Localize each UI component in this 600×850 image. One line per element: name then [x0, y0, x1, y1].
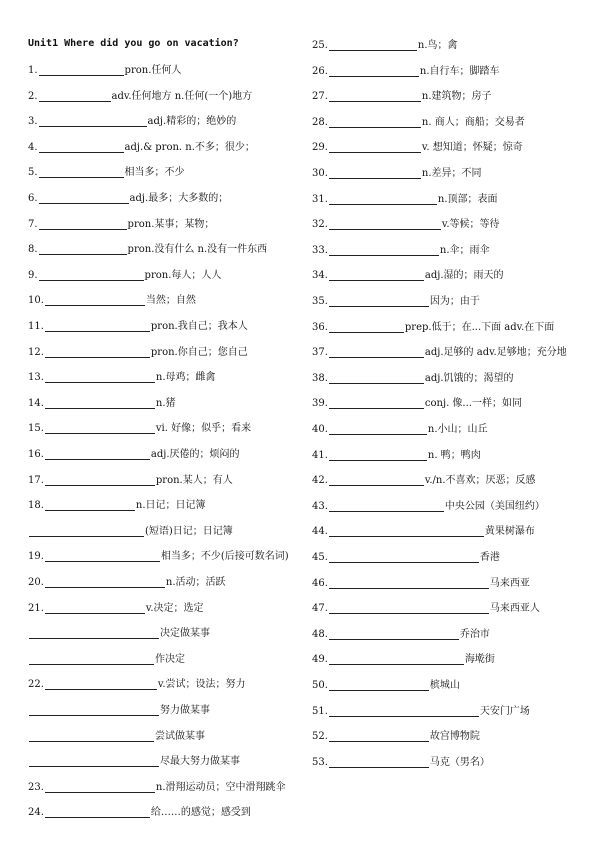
item-number: 3.	[28, 116, 38, 128]
answer-blank[interactable]	[329, 398, 424, 409]
definition-text: 尝试做某事	[155, 730, 205, 742]
answer-blank[interactable]	[29, 731, 154, 742]
answer-blank[interactable]	[45, 372, 155, 383]
answer-blank[interactable]	[45, 500, 135, 511]
definition-text: vi. 好像；似乎；看来	[155, 423, 252, 435]
answer-blank[interactable]	[45, 295, 145, 306]
answer-blank[interactable]	[45, 449, 150, 460]
vocab-row	[28, 115, 236, 129]
answer-blank[interactable]	[329, 219, 441, 230]
answer-blank[interactable]	[45, 603, 145, 614]
answer-blank[interactable]	[39, 270, 144, 281]
definition-text: n.建筑物；房子	[421, 91, 492, 103]
vocab-row	[28, 192, 228, 206]
vocab-row	[312, 705, 530, 719]
answer-blank[interactable]	[45, 423, 155, 434]
vocab-row	[28, 704, 210, 718]
definition-text: pron.任何人	[124, 65, 182, 76]
vocab-row	[312, 730, 480, 744]
vocab-row	[312, 218, 500, 232]
definition-text: 马克（男名）	[429, 756, 490, 768]
item-number: 13.	[28, 372, 44, 384]
answer-blank[interactable]	[29, 628, 159, 639]
item-number: 17.	[28, 474, 44, 486]
vocab-row	[28, 602, 204, 616]
definition-text: pron.我自己；我本人	[150, 321, 248, 332]
vocab-row	[28, 320, 248, 334]
item-number: 2.	[28, 90, 38, 102]
definition-text: pron.每人；人人	[144, 269, 222, 281]
definition-text: 中央公园（美国纽约）	[444, 500, 545, 512]
item-number: 29.	[312, 142, 328, 154]
answer-blank[interactable]	[329, 706, 479, 717]
item-number: 53.	[312, 756, 328, 768]
item-number: 15.	[28, 423, 44, 435]
definition-text: 马来西亚	[489, 577, 530, 589]
item-number: 21.	[28, 602, 44, 614]
answer-blank[interactable]	[39, 193, 129, 204]
answer-blank[interactable]	[329, 66, 419, 77]
answer-blank[interactable]	[39, 91, 111, 102]
answer-blank[interactable]	[29, 654, 154, 665]
answer-blank[interactable]	[329, 91, 421, 102]
definition-text: n.鸟；禽	[417, 40, 458, 51]
vocab-row	[28, 525, 233, 539]
answer-blank[interactable]	[329, 680, 429, 691]
item-number: 11.	[28, 321, 44, 332]
definition-text: n. 鸭；鸭肉	[427, 449, 481, 461]
answer-blank[interactable]	[39, 244, 127, 255]
vocab-row	[312, 423, 488, 437]
vocab-row	[312, 244, 490, 258]
definition-text: pron.某事；某物；	[127, 218, 215, 230]
definition-text: adj.精彩的；绝妙的	[147, 116, 237, 128]
definition-text: v.尝试；设法；努力	[157, 679, 246, 691]
item-number: 49.	[312, 654, 328, 666]
definition-text: 给……的感觉；感受到	[150, 807, 251, 819]
item-number: 7.	[28, 218, 38, 230]
item-number: 25.	[312, 40, 328, 51]
definition-text: 马来西亚人	[489, 603, 540, 615]
vocab-row	[28, 653, 185, 667]
item-number: 36.	[312, 321, 328, 333]
definition-text: adj.& pron. n.不多；很少；	[124, 141, 255, 153]
answer-blank[interactable]	[45, 347, 150, 358]
answer-blank[interactable]	[329, 552, 479, 563]
answer-blank[interactable]	[329, 142, 421, 153]
answer-blank[interactable]	[45, 321, 150, 332]
definition-text: 作决定	[155, 653, 185, 665]
definition-text: adj.厌倦的；烦闷的	[150, 449, 240, 460]
item-number: 16.	[28, 449, 44, 460]
vocab-row	[312, 577, 530, 591]
definition-text: n.母鸡；雌禽	[155, 372, 216, 384]
item-number: 34.	[312, 270, 328, 282]
definition-text: (短语)日记；日记簿	[145, 525, 233, 537]
item-number: 32.	[312, 219, 328, 231]
item-number: 6.	[28, 193, 38, 204]
vocab-row	[312, 525, 535, 539]
item-number: 26.	[312, 65, 328, 77]
definition-text: n. 商人；商船；交易者	[421, 116, 525, 128]
definition-text: 天安门广场	[479, 705, 530, 717]
definition-text: 相当多；不少(后接可数名词)	[160, 551, 289, 563]
answer-blank[interactable]	[329, 270, 424, 281]
item-number: 4.	[28, 141, 38, 153]
vocab-row	[28, 90, 252, 104]
item-number: 10.	[28, 295, 44, 307]
answer-blank[interactable]	[329, 322, 404, 333]
answer-blank[interactable]	[329, 347, 424, 358]
answer-blank[interactable]	[329, 117, 421, 128]
answer-blank[interactable]	[39, 116, 147, 127]
item-number: 20.	[28, 577, 44, 588]
vocab-row	[312, 39, 458, 53]
item-number: 44.	[312, 526, 328, 538]
definition-text: 故宫博物院	[429, 731, 480, 743]
answer-blank[interactable]	[329, 245, 439, 256]
item-number: 40.	[312, 424, 328, 435]
vocab-row	[28, 499, 206, 513]
item-number: 5.	[28, 167, 38, 179]
answer-blank[interactable]	[329, 450, 427, 461]
vocab-row	[28, 550, 289, 564]
vocab-row	[312, 474, 536, 488]
answer-blank[interactable]	[329, 424, 427, 435]
definition-text: 决定做某事	[160, 628, 210, 640]
vocab-row	[312, 295, 480, 309]
item-number: 23.	[28, 781, 44, 793]
vocab-row	[312, 628, 490, 642]
item-number: 18.	[28, 500, 44, 512]
item-number: 46.	[312, 577, 328, 589]
answer-blank[interactable]	[329, 526, 484, 537]
definition-text: 黄果树瀑布	[484, 526, 535, 538]
definition-text: 乔治市	[459, 628, 490, 640]
definition-text: n.活动；活跃	[165, 577, 226, 588]
vocab-row	[312, 141, 523, 155]
item-number: 24.	[28, 807, 44, 819]
vocab-row	[28, 448, 240, 462]
vocab-row	[312, 679, 460, 693]
vocab-row	[312, 602, 540, 616]
definition-text: v.决定；选定	[145, 602, 204, 614]
item-number: 31.	[312, 193, 328, 205]
vocab-row	[28, 422, 251, 436]
answer-blank[interactable]	[39, 142, 124, 153]
vocab-row	[28, 806, 251, 820]
definition-text: 努力做某事	[160, 705, 210, 716]
item-number: 22.	[28, 679, 44, 691]
item-number: 39.	[312, 398, 328, 410]
answer-blank[interactable]	[329, 501, 444, 512]
answer-blank[interactable]	[329, 40, 417, 51]
item-number: 48.	[312, 628, 328, 640]
item-number: 38.	[312, 372, 328, 384]
definition-text: n.滑翔运动员；空中滑翔跳伞	[155, 781, 286, 793]
answer-blank[interactable]	[329, 578, 489, 589]
definition-text: 因为；由于	[429, 296, 480, 307]
vocab-row	[28, 397, 176, 411]
answer-blank[interactable]	[45, 807, 150, 818]
vocab-row	[28, 166, 185, 180]
vocab-row	[28, 474, 233, 488]
answer-blank[interactable]	[329, 194, 437, 205]
definition-text: n.日记；日记簿	[135, 500, 206, 512]
vocab-row	[28, 294, 196, 308]
answer-blank[interactable]	[29, 756, 159, 767]
item-number: 37.	[312, 347, 328, 359]
answer-blank[interactable]	[39, 65, 124, 76]
answer-blank[interactable]	[329, 296, 429, 307]
answer-blank[interactable]	[45, 475, 155, 486]
item-number: 50.	[312, 680, 328, 691]
definition-text: 当然；自然	[145, 295, 196, 307]
vocab-row	[28, 243, 267, 257]
answer-blank[interactable]	[45, 782, 155, 793]
definition-text: n.猪	[155, 397, 176, 409]
answer-blank[interactable]	[39, 219, 127, 230]
vocab-row	[28, 141, 255, 155]
vocab-row	[312, 167, 482, 181]
definition-text: v. 想知道；怀疑；惊奇	[421, 142, 523, 154]
answer-blank[interactable]	[45, 551, 160, 562]
vocab-row	[312, 551, 500, 565]
answer-blank[interactable]	[29, 705, 159, 716]
definition-text: n.顶部；表面	[437, 193, 498, 205]
answer-blank[interactable]	[329, 373, 424, 384]
definition-text: prep.低于；在...下面 adv.在下面	[404, 321, 555, 333]
definition-text: 相当多；不少	[124, 167, 185, 179]
item-number: 51.	[312, 705, 328, 717]
answer-blank[interactable]	[329, 757, 429, 768]
item-number: 9.	[28, 269, 38, 281]
answer-blank[interactable]	[329, 168, 421, 179]
answer-blank[interactable]	[329, 603, 489, 614]
definition-text: adv.任何地方 n.任何(一个)地方	[111, 90, 253, 102]
vocab-row	[312, 397, 522, 411]
definition-text: n.自行车；脚踏车	[419, 65, 500, 77]
vocab-row	[312, 116, 525, 130]
item-number: 27.	[312, 91, 328, 103]
definition-text: adj.足够的 adv.足够地；充分地	[424, 347, 567, 359]
answer-blank[interactable]	[45, 577, 165, 588]
item-number: 8.	[28, 244, 38, 256]
vocab-row	[28, 627, 210, 641]
vocab-row	[312, 65, 500, 79]
vocab-row	[312, 321, 554, 335]
vocab-row	[28, 371, 216, 385]
vocab-row	[28, 269, 221, 283]
vocab-row	[312, 372, 514, 386]
vocab-row	[312, 269, 504, 283]
item-number: 41.	[312, 449, 328, 461]
item-number: 1.	[28, 65, 38, 76]
vocab-row	[28, 218, 214, 232]
vocab-row	[312, 346, 567, 360]
item-number: 19.	[28, 551, 44, 563]
vocab-row	[312, 500, 545, 514]
answer-blank[interactable]	[45, 679, 157, 690]
item-number: 28.	[312, 116, 328, 128]
definition-text: pron.你自己；您自己	[150, 346, 248, 358]
item-number: 30.	[312, 168, 328, 179]
answer-blank[interactable]	[39, 167, 124, 178]
vocab-row	[28, 781, 286, 795]
vocab-row	[28, 64, 181, 78]
item-number: 14.	[28, 397, 44, 409]
definition-text: conj. 像...一样；如同	[424, 398, 522, 410]
definition-text: v./n.不喜欢；厌恶；反感	[424, 475, 536, 487]
vocab-row	[28, 576, 226, 590]
item-number: 43.	[312, 500, 328, 512]
definition-text: n.小山；山丘	[427, 424, 488, 435]
definition-text: adj.湿的；雨天的	[424, 270, 504, 282]
item-number: 33.	[312, 244, 328, 256]
definition-text: pron.没有什么 n.没有一件东西	[127, 244, 268, 256]
vocab-row	[312, 653, 495, 667]
answer-blank[interactable]	[329, 475, 424, 486]
item-number: 47.	[312, 603, 328, 615]
definition-text: adj.最多；大多数的；	[129, 193, 229, 204]
definition-text: 香港	[479, 552, 500, 563]
vocab-row	[312, 193, 498, 207]
definition-text: n.伞；雨伞	[439, 244, 490, 256]
item-number: 45.	[312, 552, 328, 563]
definition-text: pron.某人；有人	[155, 474, 233, 486]
item-number: 42.	[312, 475, 328, 487]
vocab-row	[312, 90, 492, 104]
vocab-row	[28, 730, 205, 744]
vocab-row	[28, 755, 240, 769]
definition-text: v.等候；等待	[441, 219, 500, 231]
vocab-row	[28, 346, 248, 360]
definition-text: adj.饥饿的；渴望的	[424, 372, 514, 384]
answer-blank[interactable]	[29, 526, 144, 537]
item-number: 35.	[312, 296, 328, 307]
answer-blank[interactable]	[329, 654, 464, 665]
item-number: 12.	[28, 346, 44, 358]
definition-text: 尽最大努力做某事	[160, 756, 240, 768]
vocab-row	[28, 678, 246, 692]
vocab-row	[312, 756, 490, 770]
vocab-row	[312, 449, 481, 463]
answer-blank[interactable]	[45, 398, 155, 409]
answer-blank[interactable]	[329, 731, 429, 742]
item-number: 52.	[312, 731, 328, 743]
unit-title: Unit1 Where did you go on vacation?	[28, 38, 239, 49]
definition-text: 海墘街	[464, 654, 495, 666]
definition-text: 槟城山	[429, 680, 460, 691]
definition-text: n.差异；不同	[421, 168, 482, 179]
answer-blank[interactable]	[329, 629, 459, 640]
